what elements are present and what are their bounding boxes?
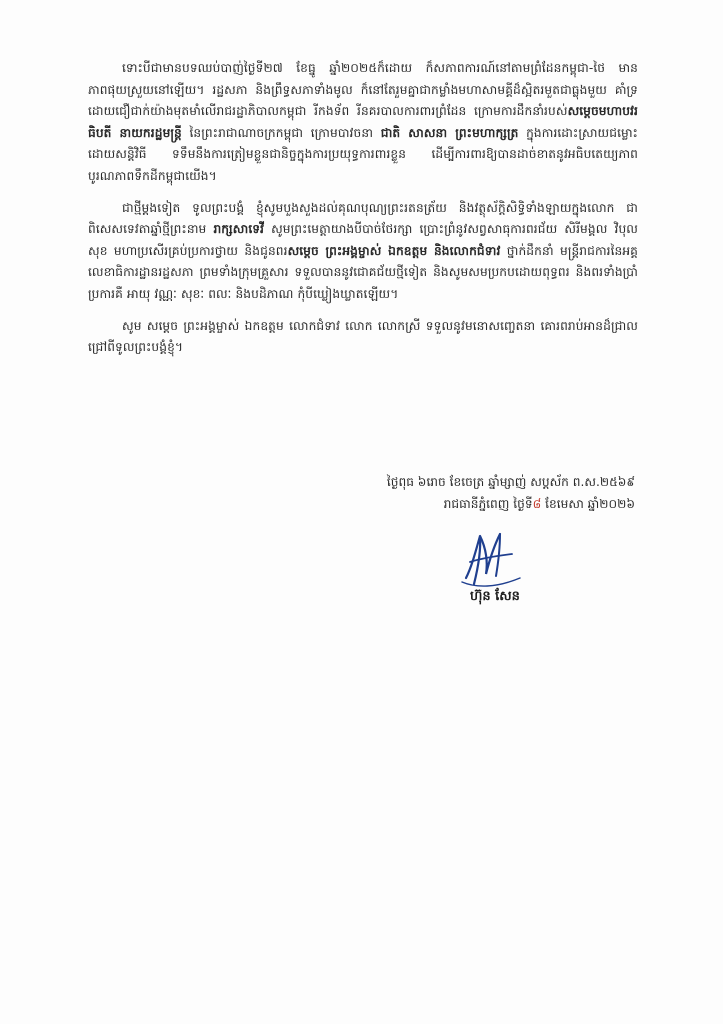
paragraph-3: [88, 316, 638, 359]
handwritten-signature: [456, 528, 526, 592]
paragraph-2: [88, 198, 638, 306]
signer-name: ហ៊ុន សែន: [470, 589, 520, 604]
text-run: ទោះបីជាមានបទឈប់បាញ់ថ្ងៃទី២៧ ខែធ្នូ ឆ្នាំ២០២៥ក៏ដោយ ក៏សភាពការណ៍នៅតាមព្រំដែនកម្ពុជា-ថៃ មានភាពផុយស្រួយនៅឡើយ។ រដ្ឋសភា និងព្រឹទ្ធសភាទាំងមូល ក៏នៅតែរួមគ្នាជាកម្លាំងមហាសាមគ្គីដ៏ស្អិតរមួតជាធ្លុងមួយ គាំទ្រដោយជឿជាក់យ៉ាងមុតមាំលើរាជរដ្ឋាភិបាលកម្ពុជា រីកងទ័ព រីនគរបាលការពារព្រំដែន ក្រោមការដឹកនាំរបស់: [88, 61, 638, 119]
bold-phrase: រាក្សសាទេវី: [213, 222, 265, 237]
bold-phrase: សម្តេច ព្រះអង្គម្ចាស់ ឯកឧត្តម និងលោកជំទាវ: [287, 243, 501, 258]
date-block: [255, 472, 635, 515]
text-run: ថ្នាក់ដឹកនាំ មន្ត្រីរាជការនៃអគ្គលេខាធិការដ្ឋានរដ្ឋសភា ព្រមទាំងក្រុមគ្រួសារ ទទួលបាននូវជោគជ័យថ្មីទៀត និងសូមសមប្រកបដោយពុទ្ធពរ និងពរទាំងប្រាំប្រការគឺ អាយុ វណ្ណៈ សុខៈ ពលៈ និងបដិភាណ កុំបីឃ្លៀងឃ្លាតឡើយ។: [88, 243, 639, 301]
lunar-date: ថ្ងៃពុធ ៦រោច ខែចេត្រ ឆ្នាំម្សាញ់ សប្តស័ក ព.ស.២៥៦៩: [386, 475, 635, 489]
bold-phrase: ជាតិ សាសនា ព្រះមហាក្សត្រ: [380, 125, 519, 140]
text-run: សូម សម្តេច ព្រះអង្គម្ចាស់ ឯកឧត្តម លោកជំទាវ លោក លោកស្រី ទទួលនូវមនោសញ្ចេតនា គោរពរាប់អានដ៏ជ្រាលជ្រៅពីទូលព្រះបង្គំខ្ញុំ។: [88, 318, 638, 355]
bold-phrase: សម្តេចមហាបវរធិបតី នាយករដ្ឋមន្ត្រី: [88, 104, 638, 140]
text-run: ក្នុងការដោះស្រាយជម្លោះដោយសន្តិវិធី ទទឹមនឹងការត្រៀមខ្លួនជានិច្ចក្នុងការប្រយុទ្ធការពារខ្លួន ដើម្បីការពារឱ្យបានដាច់ខាតនូវអធិបតេយ្យភាព បូរណភាពទឹកដីកម្ពុជាយើង។: [88, 125, 639, 183]
solar-date-day: ៨: [532, 496, 542, 511]
letter-body: [88, 58, 638, 369]
solar-date-prefix: រាជធានីភ្នំពេញ ថ្ងៃទី: [443, 496, 533, 511]
solar-date: [255, 494, 635, 516]
paragraph-1: [88, 58, 638, 188]
solar-date-suffix: ខែមេសា ឆ្នាំ២០២៦: [541, 496, 635, 511]
text-run: សូមព្រះមេត្តាយាងបីបាច់ថែរក្សា ប្រោះព្រំនូវសព្វសាធុការពរជ័យ សិរីមង្គល វិបុលសុខ មហាប្រសើរគ្រប់ប្រការថ្វាយ និងជូនពរ: [88, 222, 638, 258]
text-run: ជាថ្មីម្តងទៀត ទូលព្រះបង្គំ ខ្ញុំសូមបួងសួងដល់គុណបុណ្យព្រះរតនត្រ័យ និងវត្ថុស័ក្តិសិទ្ធិទាំងឡាយក្នុងលោក ជាពិសេសទេវតាឆ្នាំថ្មីព្រះនាម: [88, 200, 638, 237]
text-run: នៃព្រះរាជាណាចក្រកម្ពុជា ក្រោមបាវចនា: [181, 125, 381, 140]
